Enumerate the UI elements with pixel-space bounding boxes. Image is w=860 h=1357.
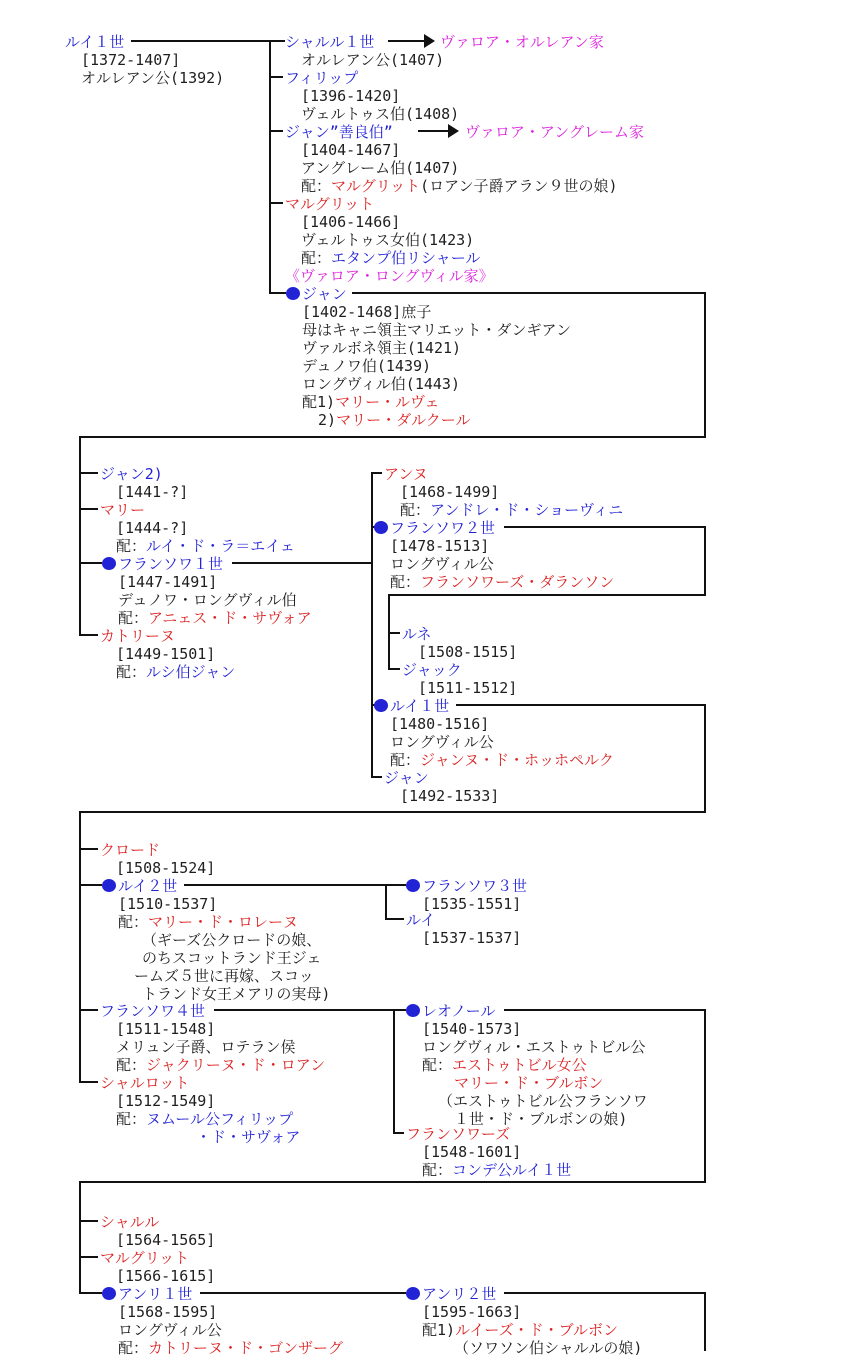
node-name-line	[390, 519, 614, 537]
text-span: [1566-1615]	[116, 1267, 216, 1285]
valois-angouleme-family-label	[465, 123, 644, 141]
node-detail-line	[116, 645, 235, 663]
francois-i	[118, 555, 312, 627]
text-span: オルレアン公(1407)	[301, 51, 445, 69]
text-span: ヴァルボネ領主(1421)	[302, 339, 462, 357]
node-name-line	[285, 195, 480, 213]
node-detail-line	[142, 949, 330, 967]
node-detail-line	[116, 519, 295, 537]
text-span: フランソワ４世	[100, 1002, 206, 1020]
lineage-marker-bullet	[102, 1287, 116, 1300]
text-span: 配：	[116, 663, 147, 681]
text-span: 配：	[116, 1110, 147, 1128]
text-span: マリー・ド・ブルボン	[454, 1074, 604, 1092]
text-span: （ソワソン伯シャルルの娘)	[454, 1339, 643, 1357]
text-span: １世・ド・ブルボンの娘)	[454, 1110, 628, 1128]
text-span: 配：	[422, 1161, 453, 1179]
text-span: 配：	[301, 249, 332, 267]
node-detail-line	[438, 1092, 648, 1110]
text-span: マリー	[100, 501, 146, 519]
node-detail-line	[116, 663, 235, 681]
text-span: ルイ・ド・ラ＝エイェ	[146, 537, 295, 555]
node-detail-line	[390, 751, 614, 769]
node-detail-line	[422, 1056, 648, 1074]
node-detail-line	[116, 859, 215, 877]
text-span: ヌムール公フィリップ	[146, 1110, 294, 1128]
node-detail-line	[422, 929, 521, 947]
text-span: [1449-1501]	[116, 645, 216, 663]
text-span: フィリップ	[285, 69, 359, 87]
node-name-line	[285, 69, 459, 87]
node-detail-line	[301, 213, 480, 231]
text-span: [1402-1468]庶子	[302, 303, 432, 321]
node-name-line	[100, 465, 188, 483]
text-span: ロングヴィル伯(1443)	[302, 375, 460, 393]
node-detail-line	[301, 231, 480, 249]
text-span: 配：	[390, 573, 421, 591]
text-span: コンデ公ルイ１世	[452, 1161, 572, 1179]
text-span: ルイーズ・ド・ブルボン	[455, 1321, 618, 1339]
node-detail-line	[302, 393, 571, 411]
connector-hline	[372, 472, 382, 474]
catherine	[100, 627, 235, 681]
text-span: レオノール	[422, 1002, 496, 1020]
node-name-line	[118, 1285, 343, 1303]
node-detail-line	[422, 1321, 642, 1339]
lineage-marker-bullet	[406, 1287, 420, 1300]
connector-vline	[704, 1009, 706, 1183]
jean-1492	[384, 769, 499, 805]
text-span: 配：	[390, 751, 421, 769]
text-span: （エストゥトビル公フランソワ	[438, 1092, 648, 1110]
text-span: ジャクリーヌ・ド・ロアン	[146, 1056, 326, 1074]
node-detail-line	[301, 105, 459, 123]
node-detail-line	[422, 1038, 648, 1056]
node-detail-line	[390, 537, 614, 555]
jean-batard-dunois	[302, 285, 571, 429]
text-span: アンリ２世	[422, 1285, 497, 1303]
node-name-line	[65, 33, 224, 51]
henri-i	[118, 1285, 343, 1357]
node-detail-line	[196, 1128, 300, 1146]
text-span: シャルル１世	[285, 33, 375, 51]
valois-longueville-family-label	[285, 267, 494, 285]
text-span: エタンプ伯リシャール	[331, 249, 481, 267]
connector-vline	[704, 1292, 706, 1351]
node-detail-line	[318, 411, 571, 429]
connector-hline	[389, 632, 400, 634]
node-detail-line	[400, 483, 623, 501]
connector-hline	[80, 1081, 98, 1083]
node-detail-line	[116, 537, 295, 555]
francois-iii	[422, 877, 527, 913]
node-detail-line	[118, 1321, 343, 1339]
connector-hline	[80, 562, 102, 564]
connector-hline	[270, 202, 283, 204]
text-span: クロード	[100, 841, 161, 859]
text-span: 母はキャニ領主マリエット・ダンギアン	[302, 321, 571, 339]
node-detail-line	[302, 357, 571, 375]
text-span: フランソワ３世	[422, 877, 528, 895]
node-detail-line	[118, 609, 312, 627]
node-detail-line	[142, 985, 330, 1003]
text-span: [1406-1466]	[301, 213, 401, 231]
node-detail-line	[116, 1110, 300, 1128]
node-detail-line	[454, 1074, 648, 1092]
text-span: カトリーヌ	[100, 627, 176, 645]
node-detail-line	[116, 1231, 215, 1249]
connector-hline	[386, 918, 404, 920]
connector-hline	[270, 130, 283, 132]
connector-hline	[394, 1132, 404, 1134]
connector-hline	[270, 292, 286, 294]
text-span: フランソワーズ	[406, 1125, 511, 1143]
henri-ii	[422, 1285, 642, 1357]
node-detail-line	[301, 177, 618, 195]
node-name-line	[100, 841, 215, 859]
text-span: フランソワ２世	[390, 519, 496, 537]
text-span: メリュン子爵、ロテラン侯	[116, 1038, 296, 1056]
lineage-marker-bullet	[102, 879, 116, 892]
node-name-line	[118, 555, 312, 573]
node-detail-line	[134, 967, 330, 985]
node-detail-line	[301, 51, 444, 69]
node-name-line	[285, 33, 444, 51]
text-span: シャルル	[100, 1213, 160, 1231]
charles-1564	[100, 1213, 215, 1249]
node-name-line	[422, 1285, 642, 1303]
text-span: ジャック	[402, 661, 462, 679]
text-span: マリー・ド・ロレーヌ	[148, 913, 299, 931]
text-span: [1396-1420]	[301, 87, 401, 105]
text-span: [1511-1512]	[418, 679, 518, 697]
node-detail-line	[118, 1339, 343, 1357]
connector-hline	[80, 508, 98, 510]
node-detail-line	[302, 303, 571, 321]
text-span: [1548-1601]	[422, 1143, 522, 1161]
text-span: アングレーム伯(1407)	[301, 159, 460, 177]
node-detail-line	[118, 895, 330, 913]
node-detail-line	[418, 643, 517, 661]
connector-vline	[388, 594, 390, 670]
node-detail-line	[400, 501, 623, 519]
text-span: トランド女王メアリの実母)	[142, 985, 331, 1003]
text-span: ロングヴィル公	[390, 555, 494, 573]
text-span: [1478-1513]	[390, 537, 490, 555]
node-name-line	[285, 267, 494, 285]
text-span: [1404-1467]	[301, 141, 401, 159]
connector-vline	[704, 292, 706, 438]
text-span: ロングヴィル公	[390, 733, 494, 751]
louis-i-longueville	[390, 697, 614, 769]
text-span: [1441-?]	[116, 483, 189, 501]
node-name-line	[402, 661, 517, 679]
node-detail-line	[454, 1339, 642, 1357]
node-detail-line	[118, 1303, 343, 1321]
node-detail-line	[116, 1267, 215, 1285]
text-span: ロングヴィル公	[118, 1321, 222, 1339]
node-name-line	[406, 911, 521, 929]
text-span: 配：	[400, 501, 431, 519]
node-name-line	[100, 1213, 215, 1231]
lineage-marker-bullet	[102, 557, 116, 570]
connector-vline	[385, 884, 387, 920]
node-detail-line	[422, 1161, 571, 1179]
connector-hline	[372, 776, 382, 778]
node-name-line	[406, 1125, 571, 1143]
node-detail-line	[116, 1092, 300, 1110]
text-span: [1568-1595]	[118, 1303, 218, 1321]
text-span: [1537-1537]	[422, 929, 522, 947]
text-span: 配1)	[302, 393, 336, 411]
text-span: シャルロット	[100, 1074, 190, 1092]
node-detail-line	[116, 1020, 325, 1038]
text-span: カトリーヌ・ド・ゴンザーグ	[148, 1339, 344, 1357]
lineage-marker-bullet	[406, 879, 420, 892]
text-span: ルイ２世	[118, 877, 178, 895]
node-detail-line	[390, 733, 614, 751]
node-detail-line	[116, 1038, 325, 1056]
node-detail-line	[118, 591, 312, 609]
francoise	[406, 1125, 571, 1179]
node-detail-line	[81, 69, 224, 87]
text-span: [1480-1516]	[390, 715, 490, 733]
node-name-line	[440, 33, 604, 51]
connector-vline	[704, 526, 706, 596]
leonor	[422, 1002, 648, 1128]
text-span: [1540-1573]	[422, 1020, 522, 1038]
anne	[384, 465, 623, 519]
valois-orleans-family-label	[440, 33, 604, 51]
node-name-line	[384, 465, 623, 483]
text-span: ヴェルトゥス伯(1408)	[301, 105, 460, 123]
jean-2	[100, 465, 188, 501]
node-detail-line	[400, 787, 499, 805]
louis-1537	[406, 911, 521, 947]
text-span: フランソワ１世	[118, 555, 224, 573]
text-span: 《ヴァロア・ロングヴィル家》	[285, 267, 494, 285]
marie	[100, 501, 295, 555]
node-name-line	[100, 1249, 215, 1267]
text-span: アニェス・ド・サヴォア	[148, 609, 312, 627]
text-span: 配：	[116, 1056, 147, 1074]
marguerite	[285, 195, 480, 267]
text-span: [1510-1537]	[118, 895, 218, 913]
text-span: マリー・ダルクール	[336, 411, 471, 429]
node-detail-line	[390, 715, 614, 733]
text-span: ルシ伯ジャン	[146, 663, 236, 681]
francois-iv	[100, 1002, 325, 1074]
connector-vline	[79, 811, 81, 1083]
node-detail-line	[302, 375, 571, 393]
text-span: [1492-1533]	[400, 787, 500, 805]
node-name-line	[100, 1002, 325, 1020]
text-span: ルイ１世	[65, 33, 125, 51]
text-span: [1564-1565]	[116, 1231, 216, 1249]
text-span: ヴァロア・オルレアン家	[440, 33, 604, 51]
connector-hline	[80, 1256, 98, 1258]
lineage-marker-bullet	[406, 1004, 420, 1017]
text-span: ロングヴィル・エストゥトビル公	[422, 1038, 646, 1056]
node-detail-line	[390, 555, 614, 573]
connector-hline	[389, 668, 400, 670]
text-span: [1372-1407]	[81, 51, 181, 69]
lineage-marker-bullet	[286, 287, 300, 300]
text-span: ームズ５世に再嫁、スコッ	[134, 967, 314, 985]
text-span: のちスコットランド王ジェ	[142, 949, 322, 967]
connector-hline	[80, 1220, 98, 1222]
node-name-line	[118, 877, 330, 895]
connector-hline	[80, 1009, 98, 1011]
text-span: ルネ	[402, 625, 432, 643]
text-span: デュノワ・ロングヴィル伯	[118, 591, 297, 609]
text-span: アンヌ	[384, 465, 428, 483]
text-span: マリー・ルヴェ	[335, 393, 440, 411]
text-span: アンリ１世	[118, 1285, 193, 1303]
text-span: ルイ	[406, 911, 436, 929]
text-span: デュノワ伯(1439)	[302, 357, 432, 375]
text-span: 配：	[118, 1339, 149, 1357]
node-detail-line	[422, 1303, 642, 1321]
connector-hline	[80, 436, 705, 438]
charlotte	[100, 1074, 300, 1146]
node-name-line	[100, 1074, 300, 1092]
text-span: [1511-1548]	[116, 1020, 216, 1038]
node-detail-line	[301, 87, 459, 105]
connector-vline	[269, 40, 271, 294]
text-span: 配：	[116, 537, 147, 555]
node-name-line	[302, 285, 571, 303]
connector-hline	[80, 884, 102, 886]
connector-vline	[79, 436, 81, 636]
node-name-line	[100, 627, 235, 645]
connector-hline	[80, 1181, 705, 1183]
text-span: 配：	[422, 1056, 453, 1074]
connector-hline	[80, 848, 98, 850]
text-span: オルレアン公(1392)	[81, 69, 225, 87]
text-span: [1447-1491]	[118, 573, 218, 591]
node-detail-line	[302, 339, 571, 357]
louis-i-duke-of-orleans	[65, 33, 224, 87]
connector-hline	[80, 1292, 102, 1294]
text-span: (ロアン子爵アラン９世の娘)	[420, 177, 618, 195]
connector-hline	[270, 76, 283, 78]
text-span: マルグリット	[331, 177, 421, 195]
text-span: ジャン”善良伯”	[285, 123, 393, 141]
text-span: ・ド・サヴォア	[196, 1128, 301, 1146]
text-span: 配：	[118, 913, 149, 931]
jacques	[402, 661, 517, 697]
text-span: [1508-1524]	[116, 859, 216, 877]
text-span: 配1)	[422, 1321, 456, 1339]
connector-vline	[704, 704, 706, 813]
node-detail-line	[118, 573, 312, 591]
text-span: [1444-?]	[116, 519, 189, 537]
text-span: [1508-1515]	[418, 643, 518, 661]
text-span: [1535-1551]	[422, 895, 522, 913]
text-span: ジャンヌ・ド・ホッホペルク	[420, 751, 614, 769]
node-name-line	[465, 123, 644, 141]
text-span: ヴァロア・アングレーム家	[465, 123, 644, 141]
text-span: ルイ１世	[390, 697, 450, 715]
connector-hline	[80, 811, 705, 813]
text-span: エストゥトビル女公	[452, 1056, 587, 1074]
lineage-marker-bullet	[374, 521, 388, 534]
text-span: ヴェルトゥス女伯(1423)	[301, 231, 475, 249]
connector-hline	[80, 472, 98, 474]
node-name-line	[402, 625, 517, 643]
node-detail-line	[116, 1056, 325, 1074]
node-detail-line	[301, 159, 618, 177]
text-span: （ギーズ公クロードの娘、	[142, 931, 322, 949]
text-span: ジャン2)	[100, 465, 163, 483]
node-detail-line	[301, 141, 618, 159]
text-span: ジャン	[384, 769, 429, 787]
node-detail-line	[142, 931, 330, 949]
text-span: [1468-1499]	[400, 483, 500, 501]
francois-ii	[390, 519, 614, 591]
node-detail-line	[81, 51, 224, 69]
node-detail-line	[390, 573, 614, 591]
connector-vline	[393, 1009, 395, 1134]
text-span: 2)	[318, 411, 337, 429]
node-name-line	[422, 1002, 648, 1020]
node-detail-line	[422, 1020, 648, 1038]
philippe	[285, 69, 459, 123]
node-detail-line	[118, 913, 330, 931]
node-detail-line	[302, 321, 571, 339]
connector-hline	[80, 634, 98, 636]
node-detail-line	[116, 483, 188, 501]
connector-vline	[79, 1181, 81, 1294]
node-name-line	[384, 769, 499, 787]
lineage-marker-bullet	[374, 699, 388, 712]
text-span: [1595-1663]	[422, 1303, 522, 1321]
node-name-line	[390, 697, 614, 715]
node-name-line	[422, 877, 527, 895]
connector-vline	[371, 472, 373, 778]
text-span: 配：	[118, 609, 149, 627]
text-span: ジャン	[302, 285, 347, 303]
node-name-line	[100, 501, 295, 519]
node-detail-line	[422, 1143, 571, 1161]
text-span: [1512-1549]	[116, 1092, 216, 1110]
node-detail-line	[301, 249, 480, 267]
louis-ii	[118, 877, 330, 1003]
text-span: フランソワーズ・ダランソン	[420, 573, 615, 591]
text-span: アンドレ・ド・ショーヴィニ	[430, 501, 624, 519]
text-span: 配：	[301, 177, 332, 195]
node-detail-line	[418, 679, 517, 697]
rene	[402, 625, 517, 661]
marguerite-1566	[100, 1249, 215, 1285]
charles-i	[285, 33, 444, 69]
text-span: マルグリット	[285, 195, 375, 213]
text-span: マルグリット	[100, 1249, 190, 1267]
claude	[100, 841, 215, 877]
connector-hline	[389, 594, 705, 596]
